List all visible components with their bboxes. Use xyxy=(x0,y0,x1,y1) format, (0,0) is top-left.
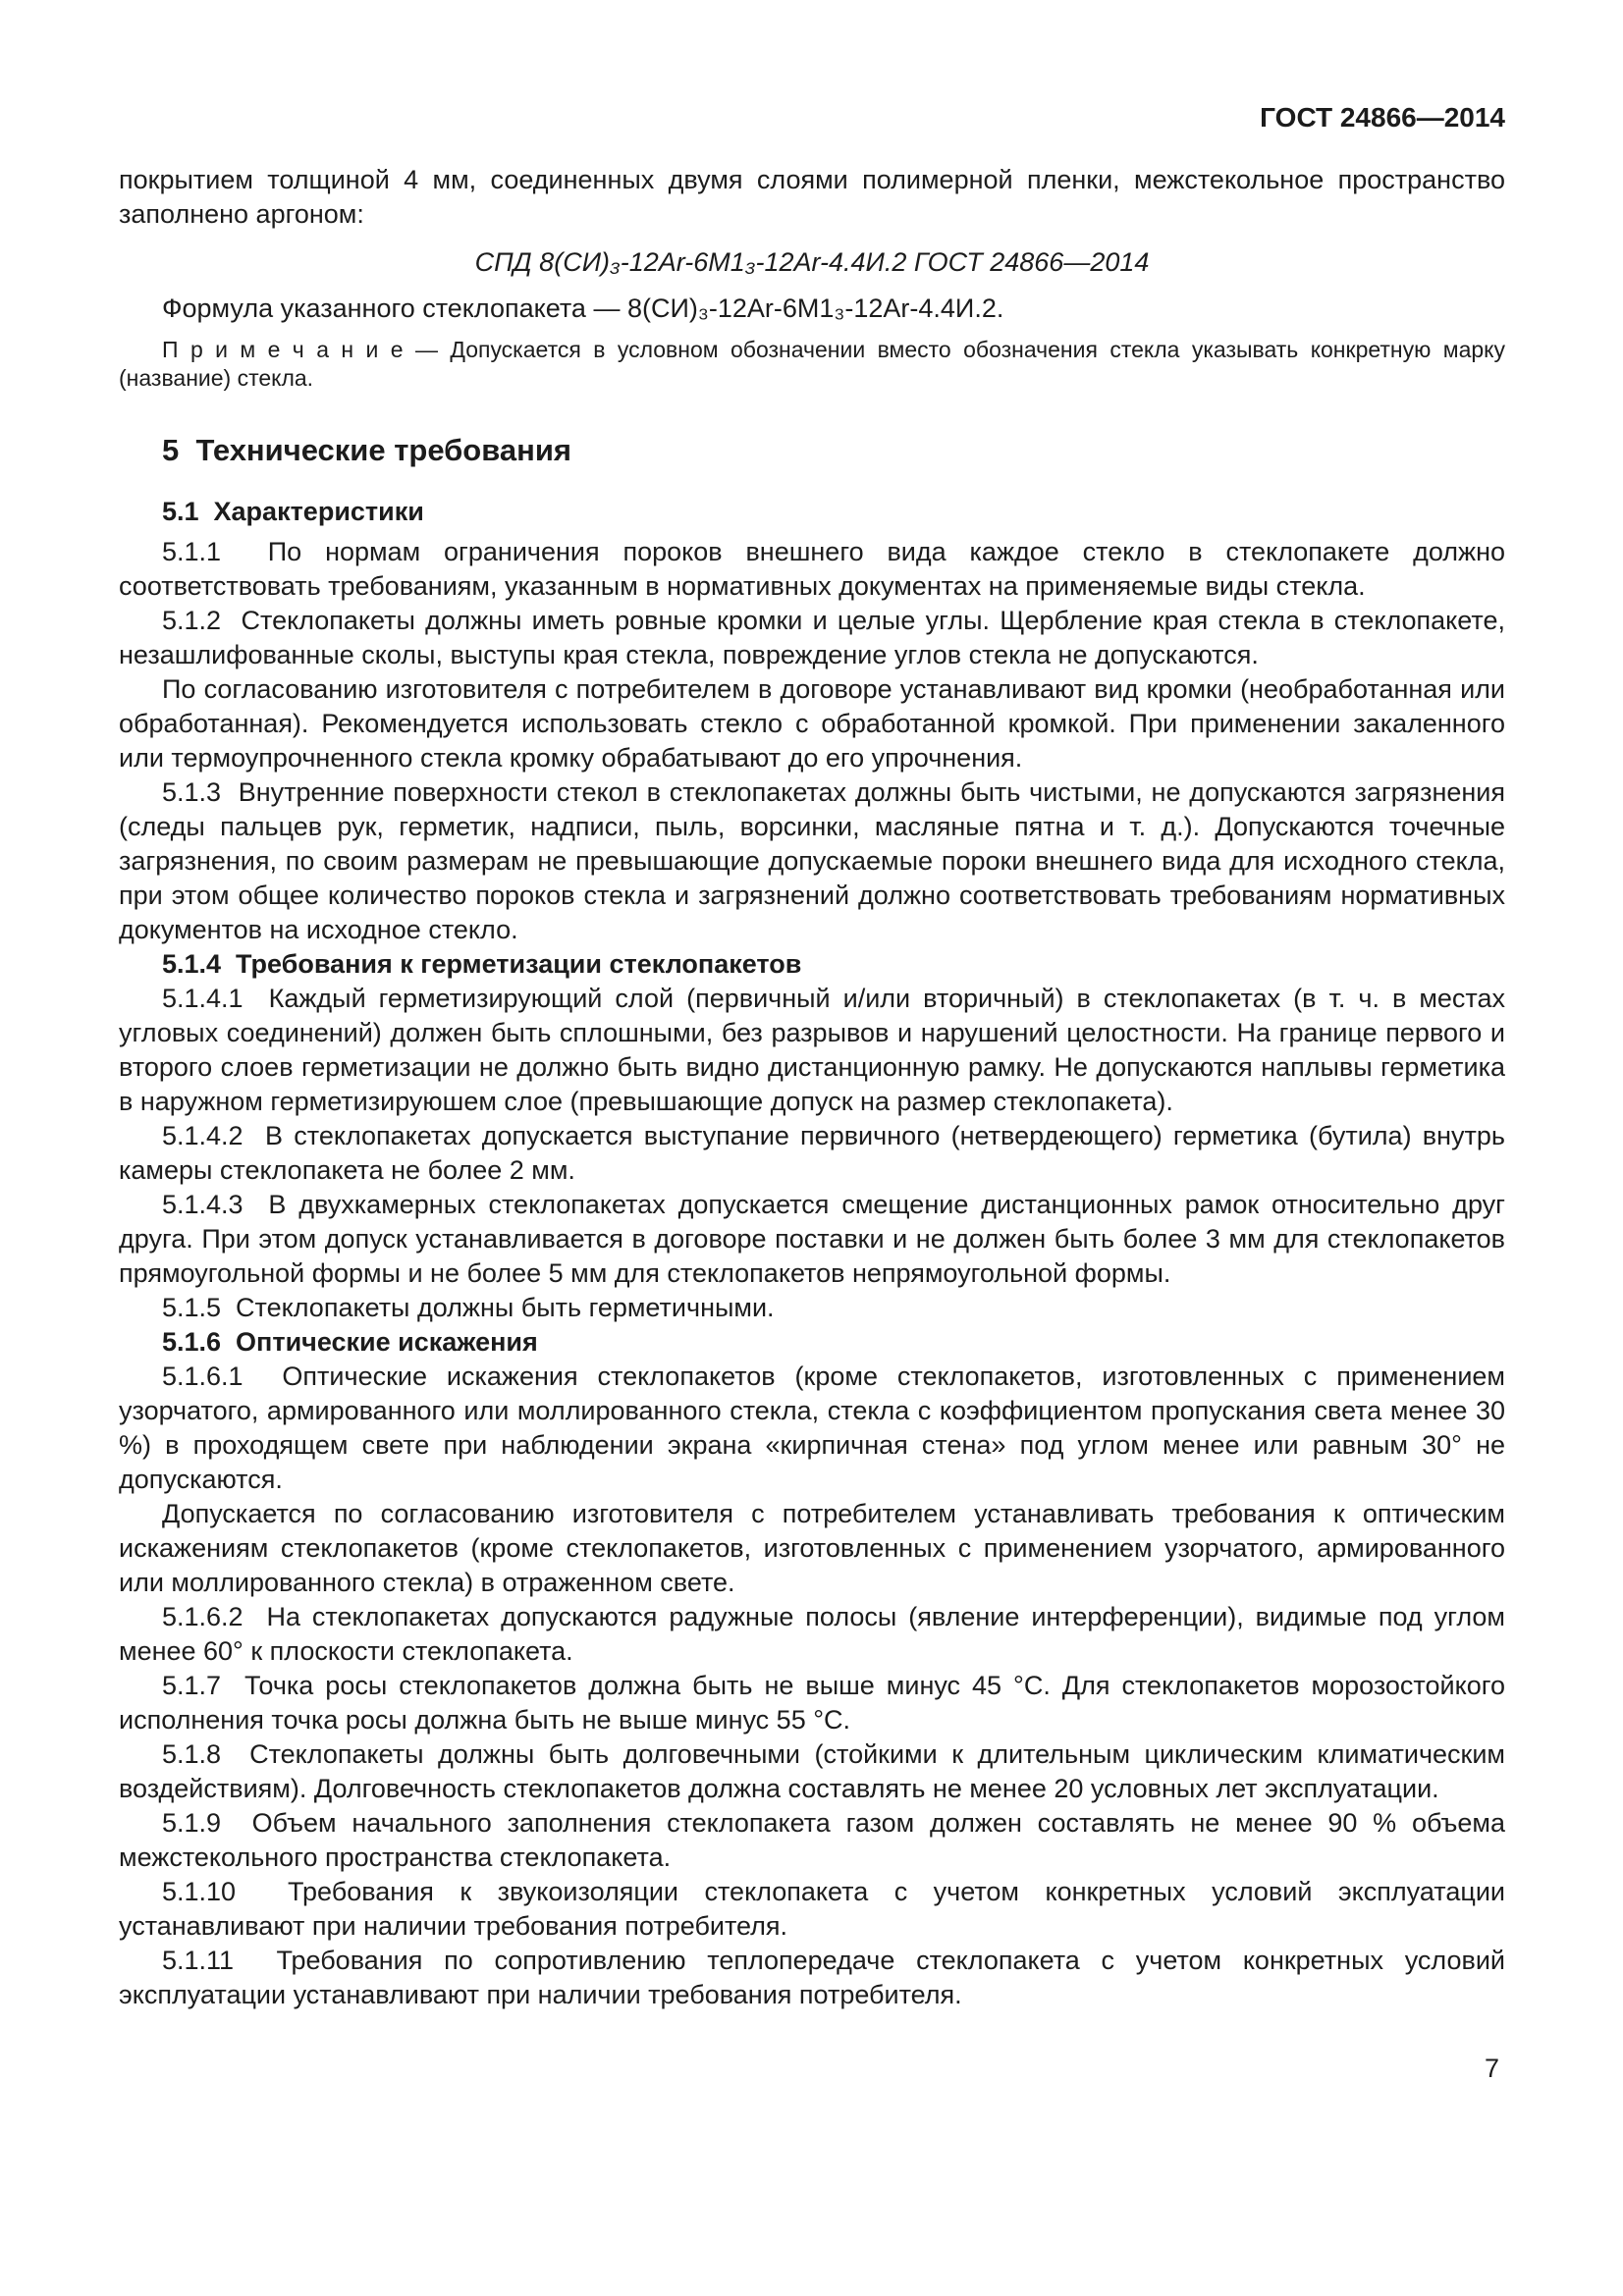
paragraph-5-1-2-continued: По согласованию изготовителя с потребителем в договоре устанавливают вид кромки (необработанная или обработанная). Рекомендуется использовать стекло с обработанной кромкой. При применении закаленного или термоупрочненного стекла кромку обрабатывают до его упрочнения. xyxy=(119,674,1505,773)
paragraph-5-1-3: 5.1.3 Внутренние поверхности стекол в стеклопакетах должны быть чистыми, не допускаются загрязнения (следы пальцев рук, герметик, надписи, пыль, ворсинки, масляные пятна и т. д.). Допускаются точечные загрязнения, по своим размерам не превышающие допускаемые пороки внешнего вида для исходного стекла, при этом общее количество пороков стекла и загрязнений должно соответствовать требованиям нормативных документов на исходное стекло. xyxy=(119,777,1505,944)
clause-heading-5-1-6: 5.1.6 Оптические искажения xyxy=(162,1327,538,1357)
formula-designation: СПД 8(СИ)₃-12Ar-6М1₃-12Ar-4.4И.2 ГОСТ 24866—2014 xyxy=(474,247,1150,277)
paragraph-5-1-9: 5.1.9 Объем начального заполнения стеклопакета газом должен составлять не менее 90 % объема межстекольного пространства стеклопакета. xyxy=(119,1808,1505,1872)
paragraph-5-1-8: 5.1.8 Стеклопакеты должны быть долговечными (стойкими к длительным циклическим климатическим воздействиям). Долговечность стеклопакетов должна составлять не менее 20 условных лет эксплуатации. xyxy=(119,1739,1505,1803)
paragraph-5-1-10: 5.1.10 Требования к звукоизоляции стеклопакета с учетом конкретных условий эксплуатации устанавливают при наличии требования потребителя. xyxy=(119,1877,1505,1941)
document-text-column xyxy=(119,102,1505,2086)
paragraph-formula-text: Формула указанного стеклопакета — 8(СИ)₃-12Ar-6М1₃-12Ar-4.4И.2. xyxy=(162,294,1004,323)
paragraph-5-1-5: 5.1.5 Стеклопакеты должны быть герметичными. xyxy=(162,1293,775,1322)
paragraph-5-1-6-1-continued: Допускается по согласованию изготовителя с потребителем устанавливать требования к оптическим искажениям стеклопакетов (кроме стеклопакетов, изготовленных с применением узорчатого, армированного или моллированного стекла) в отраженном свете. xyxy=(119,1499,1505,1597)
paragraph-5-1-6-1: 5.1.6.1 Оптические искажения стеклопакетов (кроме стеклопакетов, изготовленных с применением узорчатого, армированного или моллированного стекла, стекла с коэффициентом пропускания света менее 30 %) в проходящем свете при наблюдении экрана «кирпичная стена» под углом менее или равным 30° не допускаются. xyxy=(119,1362,1505,1494)
paragraph-5-1-6-2: 5.1.6.2 На стеклопакетах допускаются радужные полосы (явление интерференции), видимые под углом менее 60° к плоскости стеклопакета. xyxy=(119,1602,1505,1666)
clause-heading-5-1-4: 5.1.4 Требования к герметизации стеклопакетов xyxy=(162,949,802,979)
note-paragraph: П р и м е ч а н и е — Допускается в условном обозначении вместо обозначения стекла указывать конкретную марку (название) стекла. xyxy=(119,337,1505,391)
paragraph-intro: покрытием толщиной 4 мм, соединенных двумя слоями полимерной пленки, межстекольное пространство заполнено аргоном: xyxy=(119,165,1505,229)
subsection-heading-5-1: 5.1 Характеристики xyxy=(162,497,424,526)
doc-code-header: ГОСТ 24866—2014 xyxy=(1260,102,1505,133)
section-heading-5: 5 Технические требования xyxy=(162,433,572,467)
paragraph-5-1-4-2: 5.1.4.2 В стеклопакетах допускается выступание первичного (нетвердеющего) герметика (бутила) внутрь камеры стеклопакета не более 2 мм. xyxy=(119,1121,1505,1185)
paragraph-5-1-4-3: 5.1.4.3 В двухкамерных стеклопакетах допускается смещение дистанционных рамок относительно друг друга. При этом допуск устанавливается в договоре поставки и не должен быть более 3 мм для стеклопакетов прямоугольной формы и не более 5 мм для стеклопакетов непрямоугольной формы. xyxy=(119,1190,1505,1288)
page-number: 7 xyxy=(1484,2054,1499,2083)
paragraph-5-1-1: 5.1.1 По нормам ограничения пороков внешнего вида каждое стекло в стеклопакете должно соответствовать требованиям, указанным в нормативных документах на применяемые виды стекла. xyxy=(119,537,1505,601)
paragraph-5-1-11: 5.1.11 Требования по сопротивлению теплопередаче стеклопакета с учетом конкретных условий эксплуатации устанавливают при наличии требования потребителя. xyxy=(119,1946,1505,2009)
paragraph-5-1-7: 5.1.7 Точка росы стеклопакетов должна быть не выше минус 45 °С. Для стеклопакетов морозостойкого исполнения точка росы должна быть не выше минус 55 °С. xyxy=(119,1671,1505,1735)
paragraph-5-1-4-1: 5.1.4.1 Каждый герметизирующий слой (первичный и/или вторичный) в стеклопакетах (в т. ч. в местах угловых соединений) должен быть сплошными, без разрывов и нарушений целостности. На границе первого и второго слоев герметизации не должно быть видно дистанционную рамку. Не допускаются наплывы герметика в наружном герметизируюшем слое (превышающие допуск на размер стеклопакета). xyxy=(119,984,1505,1116)
paragraph-5-1-2: 5.1.2 Стеклопакеты должны иметь ровные кромки и целые углы. Щербление края стекла в стеклопакете, незашлифованные сколы, выступы края стекла, повреждение углов стекла не допускаются. xyxy=(119,606,1505,669)
